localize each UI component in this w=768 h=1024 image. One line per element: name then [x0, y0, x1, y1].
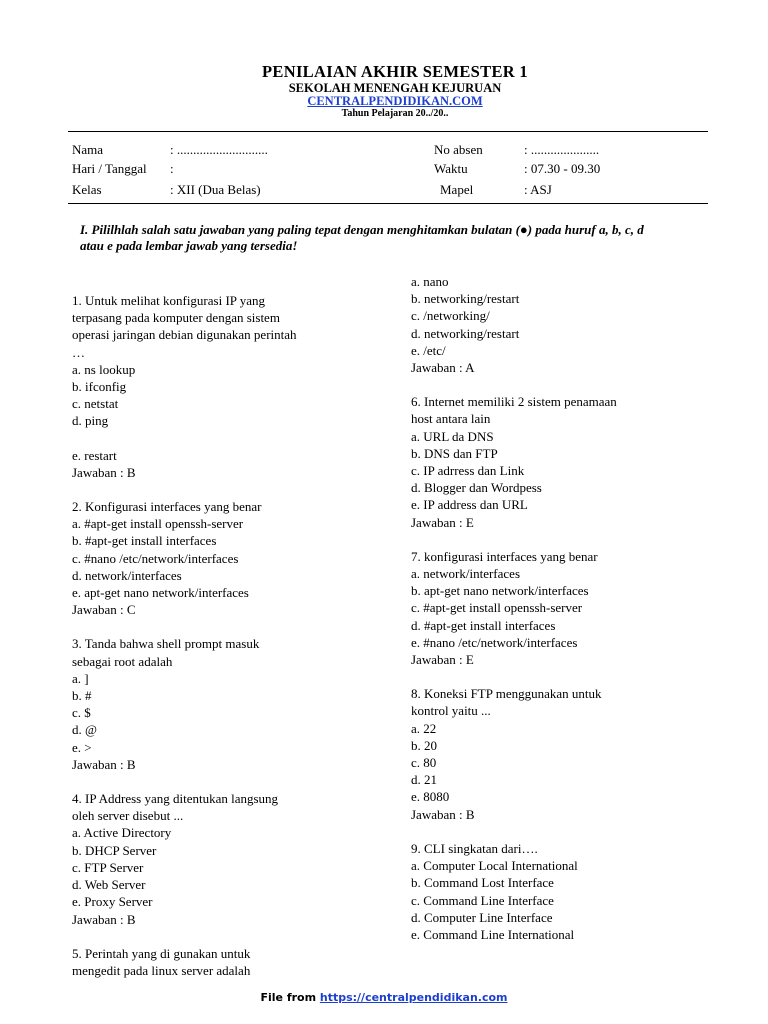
absen-value: : ..................... [524, 142, 600, 157]
mapel-label: Mapel [440, 182, 474, 197]
question-line: d. Computer Line Interface [411, 909, 553, 925]
question-line: d. ping [72, 413, 109, 429]
website-link[interactable]: CENTRALPENDIDIKAN.COM [307, 94, 483, 108]
kelas-value: : XII (Dua Belas) [170, 182, 261, 197]
question-line: 8. Koneksi FTP menggunakan untuk [411, 686, 602, 702]
spacer [411, 376, 617, 393]
question-line: c. IP adrress dan Link [411, 463, 525, 479]
question-line: d. Blogger dan Wordpess [411, 480, 542, 496]
nama-label: Nama [72, 142, 104, 157]
question-line: 4. IP Address yang ditentukan langsung [72, 791, 279, 807]
question-line: 7. konfigurasi interfaces yang benar [411, 548, 598, 564]
footer [0, 991, 768, 1004]
question-line: a. Active Directory [72, 825, 172, 841]
question-line: e. Command Line International [411, 926, 575, 942]
question-line: Jawaban : B [72, 911, 136, 927]
question-line: a. ] [72, 670, 89, 686]
question-line: b. apt-get nano network/interfaces [411, 583, 589, 599]
question-line: e. apt-get nano network/interfaces [72, 585, 249, 601]
question-line: e. Proxy Server [72, 894, 153, 910]
question-line: d. 21 [411, 772, 437, 788]
question-line: b. 20 [411, 737, 437, 753]
question-line: a. network/interfaces [411, 566, 521, 582]
question-line: Jawaban : B [72, 756, 136, 772]
question-line: a. ns lookup [72, 361, 136, 377]
spacer [72, 773, 297, 790]
question-line: a. 22 [411, 720, 437, 736]
question-line: c. FTP Server [72, 859, 144, 875]
kelas-label: Kelas [72, 182, 102, 197]
question-line: 1. Untuk melihat konfigurasi IP yang [72, 293, 266, 308]
waktu-value: : 07.30 - 09.30 [524, 161, 601, 176]
spacer [72, 618, 297, 635]
spacer [411, 823, 617, 840]
spacer [72, 430, 297, 447]
question-line: mengedit pada linux server adalah [72, 962, 251, 978]
footer-prefix: File from [260, 991, 320, 1004]
question-line: c. /networking/ [411, 308, 490, 324]
question-line: a. #apt-get install openssh-server [72, 516, 244, 532]
question-line: c. #nano /etc/network/interfaces [72, 550, 239, 566]
absen-label: No absen [434, 142, 483, 157]
question-line: … [72, 344, 85, 360]
question-line: sebagai root adalah [72, 653, 173, 669]
question-line: 9. CLI singkatan dari…. [411, 840, 538, 856]
question-line: b. # [72, 688, 92, 704]
mapel-value: : ASJ [524, 182, 552, 197]
question-line: b. ifconfig [72, 379, 127, 395]
question-line: c. #apt-get install openssh-server [411, 600, 583, 616]
question-line: operasi jaringan debian digunakan perintah [72, 327, 297, 343]
question-line: a. nano [411, 274, 449, 289]
question-line: c. Command Line Interface [411, 892, 554, 908]
question-line: b. DNS dan FTP [411, 445, 498, 461]
question-line: e. 8080 [411, 789, 450, 805]
spacer [411, 531, 617, 548]
question-line: c. netstat [72, 396, 119, 412]
question-line: b. networking/restart [411, 291, 520, 307]
academic-year: Tahun Pelajaran 20../20.. [341, 108, 449, 119]
question-line: 6. Internet memiliki 2 sistem penamaan [411, 394, 617, 410]
waktu-label: Waktu [434, 161, 468, 176]
question-line: d. #apt-get install interfaces [411, 617, 556, 633]
question-line: d. network/interfaces [72, 567, 182, 583]
question-line: e. /etc/ [411, 342, 446, 358]
hari-value: : [170, 161, 174, 176]
spacer [72, 481, 297, 498]
question-line: Jawaban : A [411, 360, 475, 376]
spacer [411, 668, 617, 685]
website-header [0, 94, 768, 109]
question-line: e. restart [72, 447, 117, 463]
question-line: e. IP address dan URL [411, 497, 528, 513]
nama-value: : ............................ [170, 142, 268, 157]
question-line: Jawaban : E [411, 652, 474, 668]
footer-link[interactable]: https://centralpendidikan.com [319, 991, 508, 1004]
page-title: PENILAIAN AKHIR SEMESTER 1 [262, 62, 528, 81]
question-line: d. @ [72, 722, 97, 738]
question-line: Jawaban : E [411, 514, 474, 530]
divider-bottom [68, 203, 708, 204]
question-line: e. #nano /etc/network/interfaces [411, 634, 578, 650]
question-line: b. DHCP Server [72, 842, 157, 858]
question-line: 2. Konfigurasi interfaces yang benar [72, 499, 262, 515]
question-line: oleh server disebut ... [72, 808, 184, 824]
right-question-column [411, 273, 617, 943]
school-name: SEKOLAH MENENGAH KEJURUAN [288, 81, 502, 95]
question-line: host antara lain [411, 411, 491, 427]
question-line: c. 80 [411, 755, 437, 771]
question-line: e. > [72, 739, 92, 755]
question-line: d. networking/restart [411, 325, 520, 341]
hari-label: Hari / Tanggal [72, 161, 147, 176]
question-line: b. #apt-get install interfaces [72, 533, 217, 549]
instruction-text: I. Pililhlah salah satu jawaban yang paling tepat dengan menghitamkan bulatan (●) pada huruf a, b, c, d atau e pada lembar jawab yang tersedia! [80, 222, 644, 253]
question-line: a. Computer Local International [411, 858, 578, 874]
question-line: 3. Tanda bahwa shell prompt masuk [72, 636, 260, 652]
question-line: terpasang pada komputer dengan sistem [72, 310, 280, 326]
spacer [72, 928, 297, 945]
question-line: d. Web Server [72, 877, 146, 893]
divider-top [68, 131, 708, 132]
question-line: Jawaban : C [72, 602, 136, 618]
question-line: Jawaban : B [72, 464, 136, 480]
left-question-column [72, 292, 297, 979]
question-line: a. URL da DNS [411, 428, 494, 444]
question-line: Jawaban : B [411, 806, 475, 822]
question-line: c. $ [72, 705, 91, 721]
question-line: kontrol yaitu ... [411, 703, 491, 719]
question-line: b. Command Lost Interface [411, 875, 554, 891]
question-line: 5. Perintah yang di gunakan untuk [72, 945, 251, 961]
